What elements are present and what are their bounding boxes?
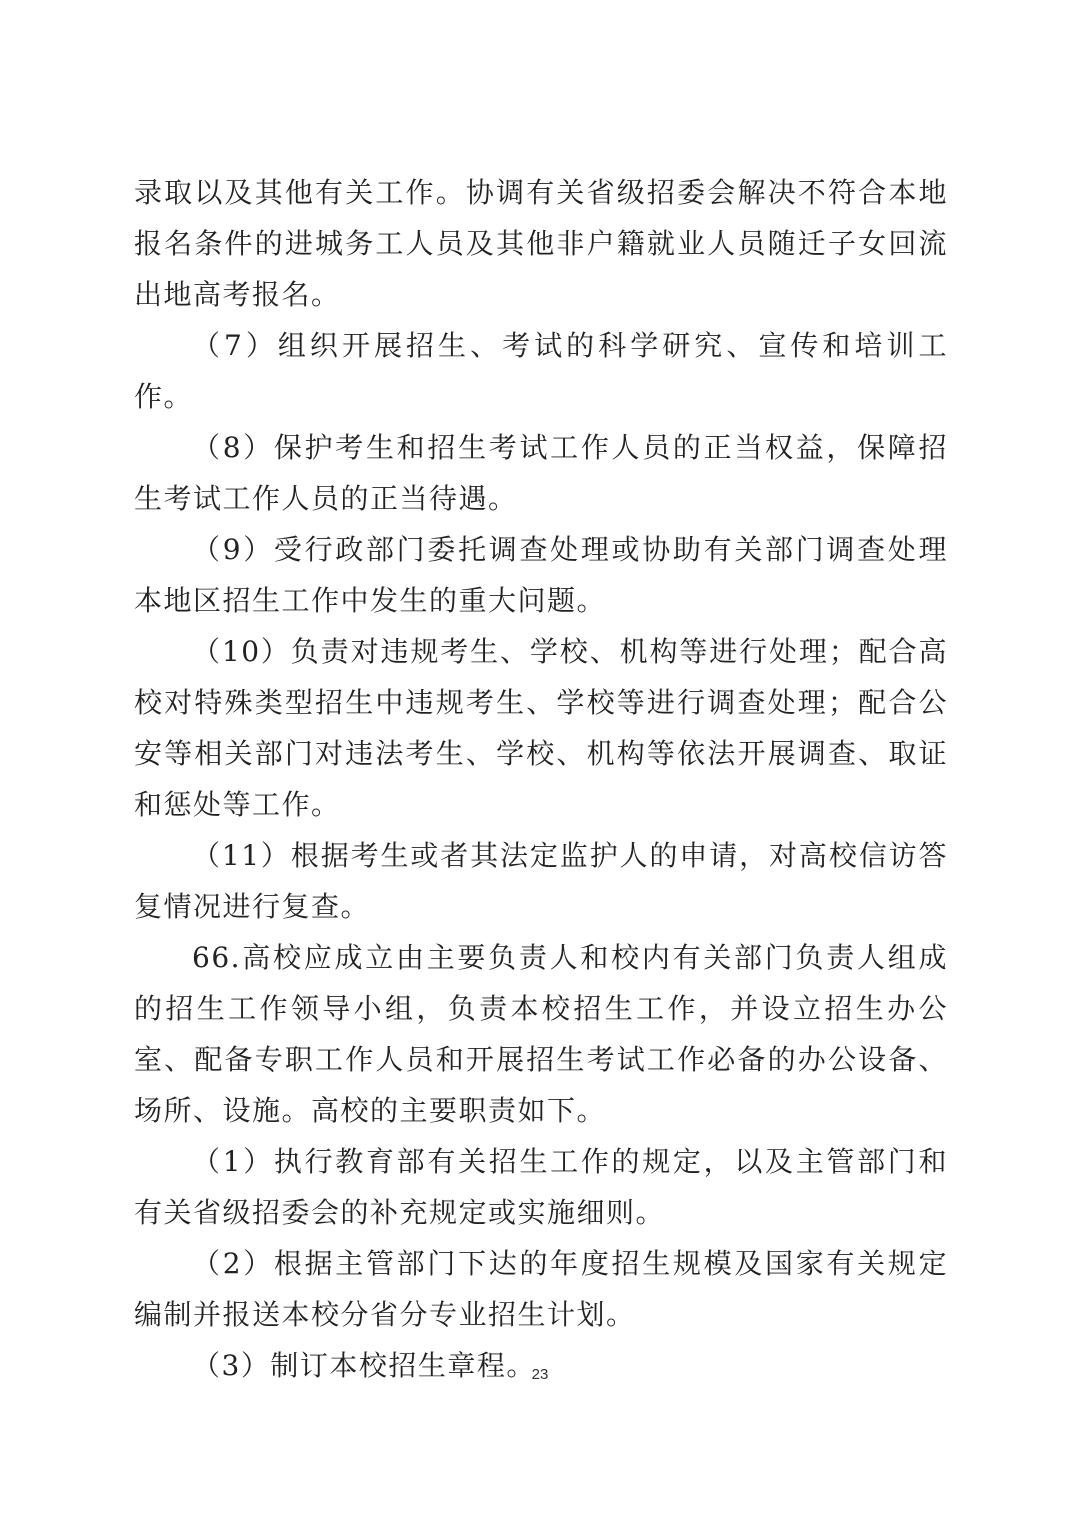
paragraph-article-66: 66.高校应成立由主要负责人和校内有关部门负责人组成的招生工作领导小组，负责本校招生工作，并设立招生办公室、配备专职工作人员和开展招生考试工作必备的办公设备、场所、设施。高校的主要职责如下。 <box>134 941 948 1127</box>
paragraph-duty-2: （2）根据主管部门下达的年度招生规模及国家有关规定编制并报送本校分省分专业招生计划。 <box>134 1247 948 1331</box>
paragraph-item-10: （10）负责对违规考生、学校、机构等进行处理；配合高校对特殊类型招生中违规考生、学校等进行调查处理；配合公安等相关部门对违法考生、学校、机构等依法开展调查、取证和惩处等工作。 <box>134 635 948 821</box>
paragraph-duty-3: （3）制订本校招生章程。 <box>192 1349 536 1382</box>
paragraph-item-11: （11）根据考生或者其法定监护人的申请，对高校信访答复情况进行复查。 <box>134 839 948 923</box>
page-number: 23 <box>531 1366 549 1383</box>
paragraph-duty-1: （1）执行教育部有关招生工作的规定，以及主管部门和有关省级招委会的补充规定或实施细则。 <box>134 1145 948 1229</box>
paragraph-item-7: （7）组织开展招生、考试的科学研究、宣传和培训工作。 <box>134 329 948 413</box>
paragraph-item-9: （9）受行政部门委托调查处理或协助有关部门调查处理本地区招生工作中发生的重大问题。 <box>134 533 948 617</box>
paragraph-item-8: （8）保护考生和招生考试工作人员的正当权益，保障招生考试工作人员的正当待遇。 <box>134 431 948 515</box>
document-body <box>134 167 948 1391</box>
paragraph-continuation: 录取以及其他有关工作。协调有关省级招委会解决不符合本地报名条件的进城务工人员及其他非户籍就业人员随迁子女回流出地高考报名。 <box>134 176 948 311</box>
